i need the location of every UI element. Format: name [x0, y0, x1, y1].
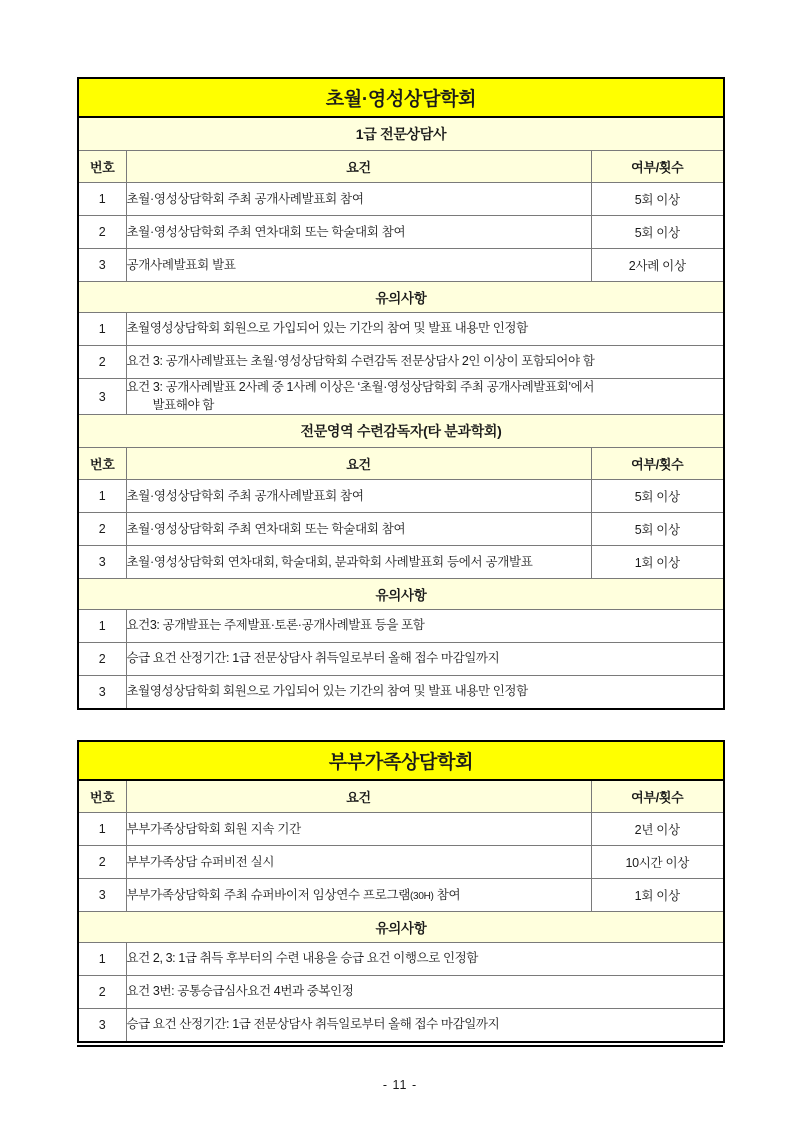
row-count: 5회 이상 [591, 183, 724, 216]
row-count: 2년 이상 [591, 813, 724, 846]
note-text: 승급 요건 산정기간: 1급 전문상담사 취득일로부터 올해 접수 마감일까지 [126, 1009, 724, 1043]
note-row [78, 313, 724, 346]
row-requirement: 부부가족상담학회 회원 지속 기간 [126, 813, 591, 846]
row-requirement: 부부가족상담 슈퍼비전 실시 [126, 846, 591, 879]
section-title: 1급 전문상담사 [78, 117, 724, 151]
society-table-bubugajok [77, 740, 725, 1043]
note-number: 2 [78, 976, 126, 1009]
table-row [78, 513, 724, 546]
row-number: 3 [78, 546, 126, 579]
row-requirement-tail: 참여 [433, 887, 461, 902]
note-row [78, 1009, 724, 1043]
column-header-count: 여부/횟수 [591, 780, 724, 813]
table-row [78, 546, 724, 579]
row-count: 5회 이상 [591, 480, 724, 513]
note-number: 3 [78, 1009, 126, 1043]
notes-label-row [78, 579, 724, 610]
row-number: 2 [78, 216, 126, 249]
note-row [78, 610, 724, 643]
row-count: 1회 이상 [591, 546, 724, 579]
notes-label: 유의사항 [78, 912, 724, 943]
table-title-row [78, 741, 724, 780]
section-title-row [78, 117, 724, 151]
note-row [78, 379, 724, 415]
note-number: 3 [78, 676, 126, 710]
note-row [78, 943, 724, 976]
note-number: 1 [78, 943, 126, 976]
column-header-no: 번호 [78, 448, 126, 480]
table-title-row [78, 78, 724, 117]
page-number: - 11 - [382, 1078, 418, 1092]
note-text: 요건 3: 공개사례발표는 초월·영성상담학회 수련감독 전문상담사 2인 이상이 포함되어야 함 [126, 346, 724, 379]
row-number: 1 [78, 183, 126, 216]
table-row [78, 879, 724, 912]
row-requirement: 공개사례발표회 발표 [126, 249, 591, 282]
note-text-line1: 요건 3: 공개사례발표 2사례 중 1사례 이상은 ‘초월·영성상담학회 주최 공개사례발표회’에서 [126, 380, 595, 394]
column-header-requirement: 요건 [126, 780, 591, 813]
table-title: 부부가족상담학회 [78, 741, 724, 780]
column-header-count: 여부/횟수 [591, 448, 724, 480]
row-requirement-composite [126, 879, 591, 912]
row-requirement-main: 부부가족상담학회 주최 슈퍼바이저 임상연수 프로그램 [126, 887, 411, 902]
table-row [78, 813, 724, 846]
note-number: 1 [78, 313, 126, 346]
section-title-row [78, 415, 724, 448]
row-number: 1 [78, 480, 126, 513]
column-header-row [78, 151, 724, 183]
table-row [78, 216, 724, 249]
note-row [78, 976, 724, 1009]
column-header-requirement: 요건 [126, 448, 591, 480]
note-text: 요건 2, 3: 1급 취득 후부터의 수련 내용을 승급 요건 이행으로 인정함 [126, 943, 724, 976]
note-number: 3 [78, 379, 126, 415]
column-header-requirement: 요건 [126, 151, 591, 183]
row-requirement: 초월·영성상담학회 연차대회, 학술대회, 분과학회 사례발표회 등에서 공개발표 [126, 546, 591, 579]
note-text-multiline [126, 379, 724, 415]
table-row [78, 480, 724, 513]
table-row [78, 249, 724, 282]
note-text: 초월영성상담학회 회원으로 가입되어 있는 기간의 참여 및 발표 내용만 인정함 [126, 313, 724, 346]
table-title: 초월·영성상담학회 [78, 78, 724, 117]
column-header-row [78, 780, 724, 813]
row-number: 3 [78, 249, 126, 282]
note-number: 1 [78, 610, 126, 643]
note-text: 초월영성상담학회 회원으로 가입되어 있는 기간의 참여 및 발표 내용만 인정함 [126, 676, 724, 710]
note-row [78, 643, 724, 676]
note-number: 2 [78, 346, 126, 379]
row-count: 10시간 이상 [591, 846, 724, 879]
column-header-count: 여부/횟수 [591, 151, 724, 183]
column-header-row [78, 448, 724, 480]
note-number: 2 [78, 643, 126, 676]
table-row [78, 183, 724, 216]
row-number: 2 [78, 513, 126, 546]
note-text: 승급 요건 산정기간: 1급 전문상담사 취득일로부터 올해 접수 마감일까지 [126, 643, 724, 676]
note-text: 요건 3번: 공통승급심사요건 4번과 중복인정 [126, 976, 724, 1009]
note-text-line2: 발표해야 함 [152, 397, 214, 412]
column-header-no: 번호 [78, 780, 126, 813]
row-count: 2사례 이상 [591, 249, 724, 282]
row-requirement: 초월·영성상담학회 주최 연차대회 또는 학술대회 참여 [126, 513, 591, 546]
note-row [78, 676, 724, 710]
note-text: 요건3: 공개발표는 주제발표·토론·공개사례발표 등을 포함 [126, 610, 724, 643]
footer-divider [77, 1045, 723, 1047]
notes-label: 유의사항 [78, 282, 724, 313]
table-block-1 [77, 77, 723, 1043]
notes-label: 유의사항 [78, 579, 724, 610]
row-number: 1 [78, 813, 126, 846]
note-row [78, 346, 724, 379]
table-spacer [77, 710, 723, 740]
row-count: 5회 이상 [591, 216, 724, 249]
society-table-chowol [77, 77, 725, 710]
row-requirement-hours: (30H) [410, 890, 434, 902]
column-header-no: 번호 [78, 151, 126, 183]
row-count: 5회 이상 [591, 513, 724, 546]
row-requirement: 초월·영성상담학회 주최 연차대회 또는 학술대회 참여 [126, 216, 591, 249]
notes-label-row [78, 282, 724, 313]
row-count: 1회 이상 [591, 879, 724, 912]
table-row [78, 846, 724, 879]
row-requirement: 초월·영성상담학회 주최 공개사례발표회 참여 [126, 183, 591, 216]
notes-label-row [78, 912, 724, 943]
section-title: 전문영역 수련감독자(타 분과학회) [78, 415, 724, 448]
row-number: 2 [78, 846, 126, 879]
row-requirement: 초월·영성상담학회 주최 공개사례발표회 참여 [126, 480, 591, 513]
row-number: 3 [78, 879, 126, 912]
